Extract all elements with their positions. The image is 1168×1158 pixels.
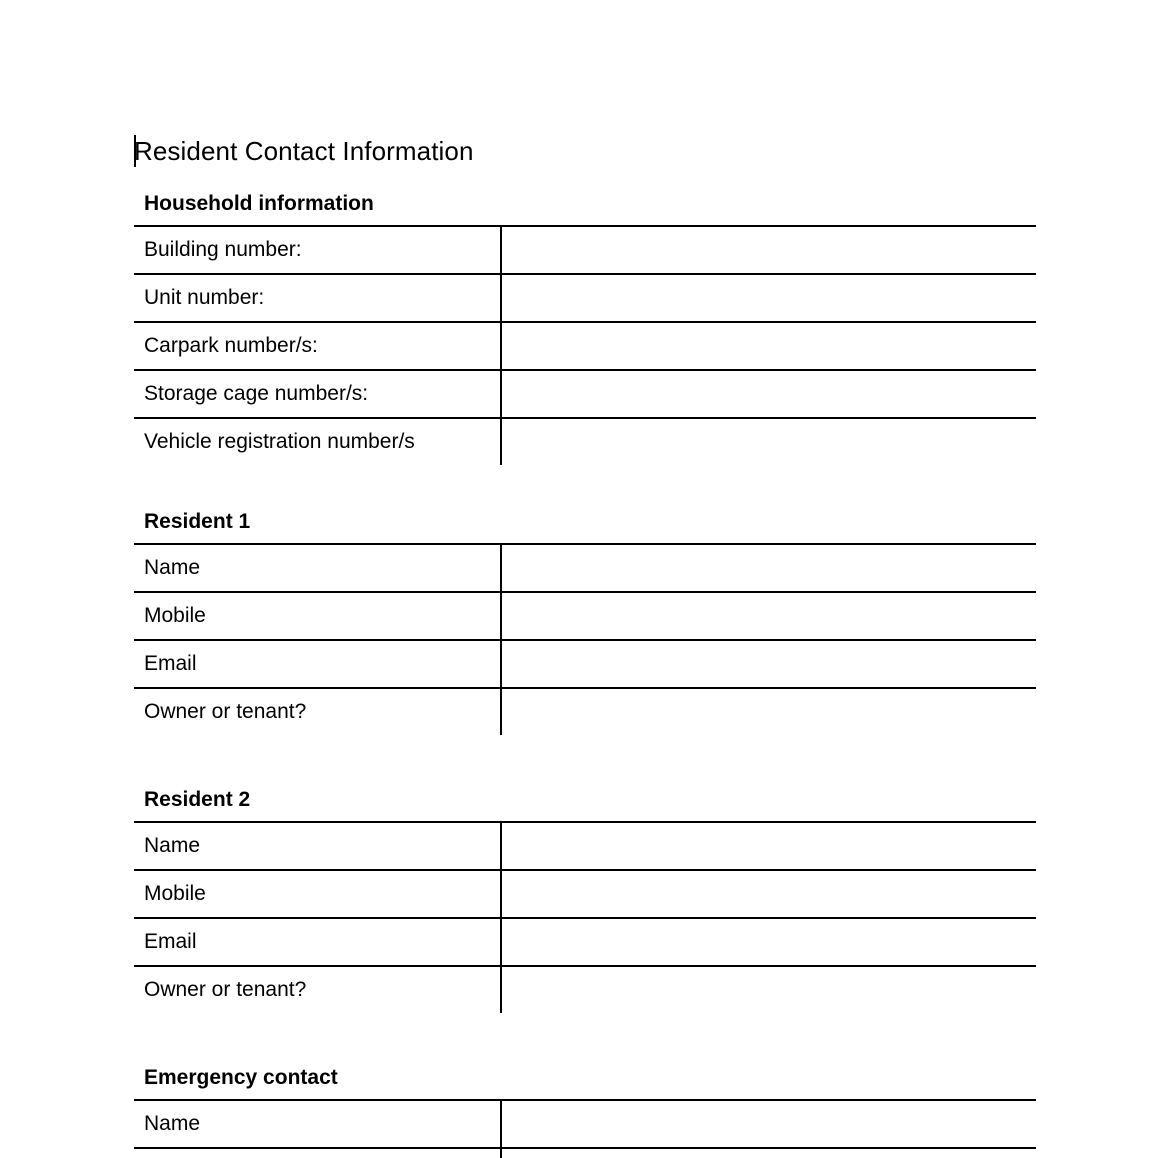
emergency-next-field[interactable] bbox=[501, 1148, 1036, 1158]
storage-cage-label[interactable]: Storage cage number/s: bbox=[134, 370, 501, 418]
emergency-section bbox=[134, 1061, 1036, 1158]
storage-cage-field[interactable] bbox=[501, 370, 1036, 418]
resident2-name-label[interactable]: Name bbox=[134, 822, 501, 870]
resident1-email-field[interactable] bbox=[501, 640, 1036, 688]
table-row bbox=[134, 274, 1036, 322]
vehicle-registration-label[interactable]: Vehicle registration number/s bbox=[134, 418, 501, 465]
household-heading[interactable]: Household information bbox=[144, 192, 374, 215]
resident1-name-label[interactable]: Name bbox=[134, 544, 501, 592]
table-row bbox=[134, 822, 1036, 870]
table-row bbox=[134, 322, 1036, 370]
table-row bbox=[134, 418, 1036, 465]
household-table bbox=[134, 225, 1036, 465]
building-number-field[interactable] bbox=[501, 226, 1036, 274]
resident2-mobile-field[interactable] bbox=[501, 870, 1036, 918]
unit-number-field[interactable] bbox=[501, 274, 1036, 322]
resident1-name-field[interactable] bbox=[501, 544, 1036, 592]
resident2-owner-tenant-label[interactable]: Owner or tenant? bbox=[134, 966, 501, 1013]
table-row bbox=[134, 370, 1036, 418]
resident1-owner-tenant-label[interactable]: Owner or tenant? bbox=[134, 688, 501, 735]
document-title[interactable]: Resident Contact Information bbox=[134, 136, 474, 166]
table-row bbox=[134, 1148, 1036, 1158]
table-row bbox=[134, 1100, 1036, 1148]
resident1-mobile-label[interactable]: Mobile bbox=[134, 592, 501, 640]
table-row bbox=[134, 870, 1036, 918]
table-row bbox=[134, 918, 1036, 966]
emergency-next-label[interactable] bbox=[134, 1148, 501, 1158]
table-row bbox=[134, 688, 1036, 735]
household-section bbox=[134, 187, 1036, 465]
emergency-heading[interactable]: Emergency contact bbox=[144, 1066, 338, 1089]
table-row bbox=[134, 592, 1036, 640]
vehicle-registration-field[interactable] bbox=[501, 418, 1036, 465]
resident1-email-label[interactable]: Email bbox=[134, 640, 501, 688]
resident2-email-field[interactable] bbox=[501, 918, 1036, 966]
resident2-section bbox=[134, 783, 1036, 1013]
resident1-table bbox=[134, 543, 1036, 735]
resident1-heading[interactable]: Resident 1 bbox=[144, 510, 251, 533]
building-number-label[interactable]: Building number: bbox=[134, 226, 501, 274]
resident2-owner-tenant-field[interactable] bbox=[501, 966, 1036, 1013]
unit-number-label[interactable]: Unit number: bbox=[134, 274, 501, 322]
table-row bbox=[134, 544, 1036, 592]
table-row bbox=[134, 966, 1036, 1013]
resident2-email-label[interactable]: Email bbox=[134, 918, 501, 966]
resident2-mobile-label[interactable]: Mobile bbox=[134, 870, 501, 918]
carpark-number-label[interactable]: Carpark number/s: bbox=[134, 322, 501, 370]
resident1-mobile-field[interactable] bbox=[501, 592, 1036, 640]
resident2-table bbox=[134, 821, 1036, 1013]
resident2-name-field[interactable] bbox=[501, 822, 1036, 870]
table-row bbox=[134, 640, 1036, 688]
carpark-number-field[interactable] bbox=[501, 322, 1036, 370]
resident1-section bbox=[134, 505, 1036, 735]
emergency-name-label[interactable]: Name bbox=[134, 1100, 501, 1148]
emergency-name-field[interactable] bbox=[501, 1100, 1036, 1148]
resident2-heading[interactable]: Resident 2 bbox=[144, 788, 251, 811]
emergency-table bbox=[134, 1099, 1036, 1158]
table-row bbox=[134, 226, 1036, 274]
resident1-owner-tenant-field[interactable] bbox=[501, 688, 1036, 735]
